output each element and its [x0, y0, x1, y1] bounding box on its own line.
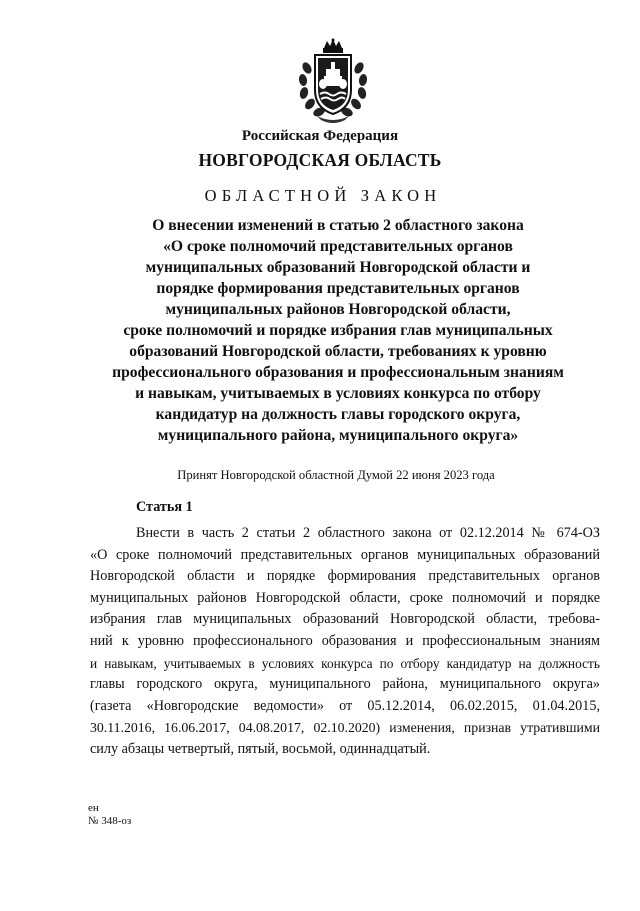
document-footer [88, 802, 131, 828]
title-line: порядке формирования представительных органов [156, 280, 520, 297]
body-line: Новгородской области и порядке формирования представительных органов [90, 568, 600, 585]
title-line: образований Новгородской области, требованиях к уровню [129, 343, 547, 360]
body-line: главы городского округа, муниципального района, муниципального округа» [90, 676, 600, 693]
article-body [90, 523, 600, 761]
article-heading: Статья 1 [136, 499, 193, 515]
title-line: и навыкам, учитываемых в условиях конкурса по отбору [135, 385, 541, 402]
body-line: (газета «Новгородские ведомости» от 05.12.2014, 06.02.2015, 01.04.2015, [90, 697, 600, 714]
title-line: муниципальных образований Новгородской области и [145, 259, 531, 276]
body-line: 30.11.2016, 16.06.2017, 04.08.2017, 02.10.2020) изменения, признав утратившими [90, 720, 600, 736]
title-line: профессионального образования и профессиональным знаниям [112, 364, 564, 381]
title-line: муниципального района, муниципального округа» [157, 427, 519, 444]
body-line: муниципальных районов Новгородской области, сроке полномочий и порядке [90, 589, 600, 606]
body-line: избрания глав муниципальных образований Новгородской области, требова- [90, 611, 600, 628]
body-line: силу абзацы четвертый, пятый, восьмой, одиннадцатый. [90, 740, 431, 757]
body-line: Внести в часть 2 статьи 2 областного закона от 02.12.2014 № 674-ОЗ [136, 525, 600, 541]
adoption-note: Принят Новгородской областной Думой 22 июня 2023 года [177, 468, 495, 482]
body-line: ний к уровню профессионального образования и профессиональным знаниям [90, 632, 600, 649]
law-title [90, 215, 586, 446]
body-line: и навыкам, учитываемых в условиях конкурса по отбору кандидатур на должность [90, 655, 600, 671]
document-type: ОБЛАСТНОЙ ЗАКОН [204, 186, 442, 205]
law-number: № 348-оз [88, 815, 132, 827]
title-line: муниципальных районов Новгородской области, [165, 301, 511, 318]
title-line: кандидатур на должность главы городского округа, [155, 406, 521, 423]
body-line: «О сроке полномочий представительных органов муниципальных образований [90, 546, 600, 563]
footer-initials: ен [88, 802, 99, 814]
region-name: НОВГОРОДСКАЯ ОБЛАСТЬ [198, 150, 442, 170]
country-name: Российская Федерация [241, 128, 399, 144]
title-line: сроке полномочий и порядке избрания глав муниципальных [123, 322, 553, 339]
title-line: О внесении изменений в статью 2 областного закона [152, 217, 524, 234]
title-line: «О сроке полномочий представительных органов [163, 238, 513, 255]
coat-of-arms-icon [293, 38, 373, 124]
